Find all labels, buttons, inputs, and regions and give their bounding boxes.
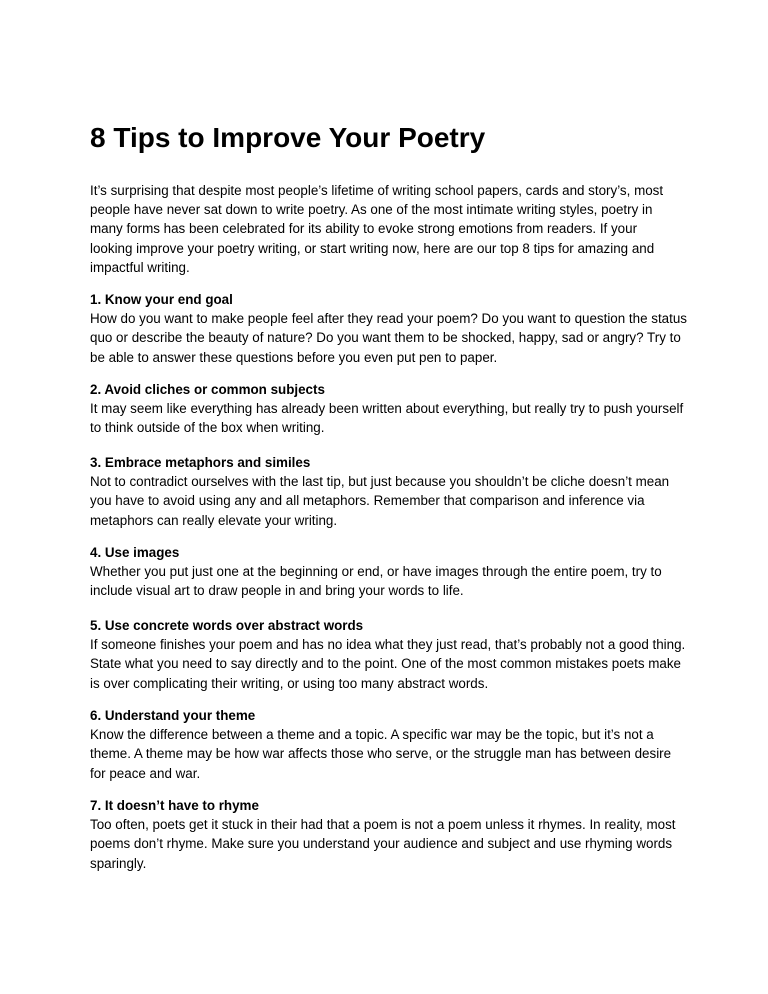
- page-title: 8 Tips to Improve Your Poetry: [90, 122, 486, 153]
- tip-heading: 3. Embrace metaphors and similes: [90, 455, 311, 470]
- intro-paragraph: It’s surprising that despite most people’s lifetime of writing school papers, cards and story’s, most people have never sat down to write poetry. As one of the most intimate writing styles, poetry in many forms has been celebrated for its ability to evoke strong emotions from readers. If your looking improve your poetry writing, or start writing now, here are our top 8 tips for amazing and impactful writing.: [90, 183, 664, 275]
- tip-heading: 5. Use concrete words over abstract words: [90, 618, 364, 633]
- tip-5: [90, 616, 690, 693]
- tip-4: [90, 543, 690, 601]
- tip-body: Whether you put just one at the beginning or end, or have images through the entire poem, try to include visual art to draw people in and bring your words to life.: [90, 564, 662, 599]
- tip-body: Know the difference between a theme and a topic. A specific war may be the topic, but it’s not a theme. A theme may be how war affects those who serve, or the struggle man has between desire for peace and war.: [90, 727, 672, 781]
- tip-body: How do you want to make people feel after they read your poem? Do you want to question the status quo or describe the beauty of nature? Do you want them to be shocked, happy, sad or angry? Try to be able to answer these questions before you even put pen to paper.: [90, 311, 687, 365]
- tip-7: [90, 796, 690, 873]
- tip-body: Too often, poets get it stuck in their had that a poem is not a poem unless it rhymes. In reality, most poems don’t rhyme. Make sure you understand your audience and subject and use rhyming words sparingly.: [90, 817, 676, 871]
- tip-heading: 4. Use images: [90, 545, 180, 560]
- tip-2: [90, 380, 690, 438]
- tip-heading: 7. It doesn’t have to rhyme: [90, 798, 259, 813]
- tip-6: [90, 706, 690, 783]
- tip-heading: 1. Know your end goal: [90, 292, 233, 307]
- tip-body: It may seem like everything has already been written about everything, but really try to push yourself to think outside of the box when writing.: [90, 401, 684, 436]
- tip-heading: 2. Avoid cliches or common subjects: [90, 382, 325, 397]
- tip-1: [90, 290, 690, 367]
- tip-3: [90, 453, 690, 530]
- tip-body: If someone finishes your poem and has no idea what they just read, that’s probably not a good thing. State what you need to say directly and to the point. One of the most common mistakes poets make is over complicating their writing, or using too many abstract words.: [90, 637, 686, 691]
- tip-body: Not to contradict ourselves with the last tip, but just because you shouldn’t be cliche doesn’t mean you have to avoid using any and all metaphors. Remember that comparison and inference via metaphors can really elevate your writing.: [90, 474, 670, 528]
- tip-heading: 6. Understand your theme: [90, 708, 256, 723]
